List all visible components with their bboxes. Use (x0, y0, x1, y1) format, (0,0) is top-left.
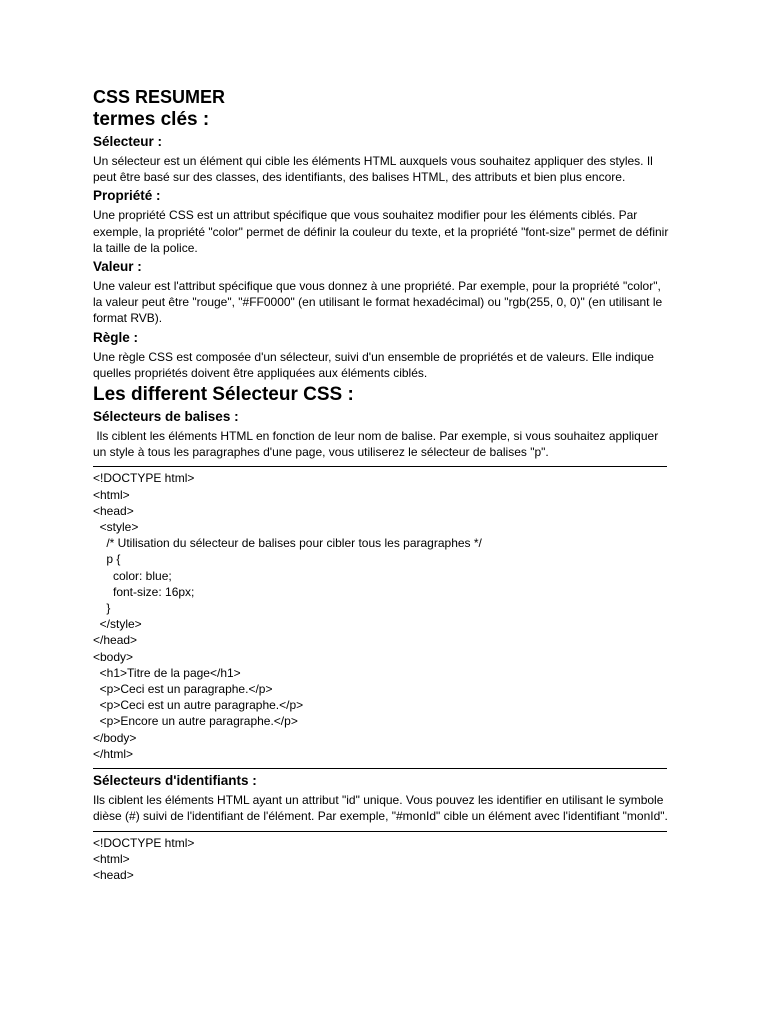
code-line: <style> (93, 520, 139, 535)
id-selectors-heading: Sélecteurs d'identifiants : (93, 773, 257, 789)
term-heading: Valeur : (93, 259, 142, 275)
term-heading: Sélecteur : (93, 134, 163, 149)
term-heading: Propriété : (93, 188, 161, 204)
code-line: <head> (93, 503, 134, 518)
code-line: <p>Ceci est un autre paragraphe.</p> (93, 698, 304, 713)
term-description: Une règle CSS est composée d'un sélecteur, suivi d'un ensemble de propriétés et de valeurs. Elle indique quelles propriétés doivent être appliquées aux éléments ciblés. (93, 349, 654, 380)
document-title: CSS RESUMER (93, 87, 226, 107)
term-propriete (93, 187, 669, 256)
code-line: <html> (93, 487, 130, 502)
code-line: <h1>Titre de la page</h1> (93, 665, 241, 680)
term-regle (93, 329, 669, 381)
code-line: </body> (93, 730, 137, 745)
code-line: <head> (93, 867, 134, 882)
divider (93, 831, 667, 832)
divider (93, 768, 667, 769)
code-line: <!DOCTYPE html> (93, 471, 195, 486)
id-selectors-section (93, 772, 669, 883)
code-line: </html> (93, 746, 134, 761)
code-line: font-size: 16px; (93, 584, 195, 599)
term-description: Une valeur est l'attribut spécifique que vous donnez à une propriété. Par exemple, pour la propriété "color", la valeur peut être "rouge", "#FF0000" (en utilisant le format hexadécimal) ou "rgb(255, 0, 0)" (en utilisant le format RVB). (93, 279, 663, 326)
code-line: } (93, 601, 111, 616)
code-line: </head> (93, 633, 138, 648)
code-line: p { (93, 552, 121, 567)
code-block (93, 835, 669, 884)
term-description: Une propriété CSS est un attribut spécifique que vous souhaitez modifier pour les éléments ciblés. Par exemple, la propriété "color" permet de définir la couleur du texte, et la propriété "font-size" permet de définir la taille de la police. (93, 208, 669, 255)
document-page (93, 86, 669, 883)
selectors-heading: Les different Sélecteur CSS : (93, 384, 354, 406)
code-line: /* Utilisation du sélecteur de balises pour cibler tous les paragraphes */ (93, 536, 482, 551)
term-description: Un sélecteur est un élément qui cible les éléments HTML auxquels vous souhaitez appliquer des styles. Il peut être basé sur des classes, des identifiants, des balises HTML, des attributs et bien plus encore. (93, 154, 653, 185)
code-line: <p>Encore un autre paragraphe.</p> (93, 714, 298, 729)
id-selectors-description: Ils ciblent les éléments HTML ayant un attribut "id" unique. Vous pouvez les identifier en utilisant le symbole dièse (#) suivi de l'identifiant de l'élément. Par exemple, "#monId" cible un élément avec l'identifiant "monId". (93, 793, 668, 824)
code-line: <body> (93, 649, 134, 664)
term-heading: Règle : (93, 329, 139, 345)
code-line: <p>Ceci est un paragraphe.</p> (93, 682, 273, 697)
code-block (93, 470, 669, 762)
tag-selectors-heading: Sélecteurs de balises : (93, 409, 239, 425)
term-valeur (93, 258, 669, 327)
tag-selectors-description: Ils ciblent les éléments HTML en fonction de leur nom de balise. Par exemple, si vous souhaitez appliquer un style à tous les paragraphes d'une page, vous utiliserez le sélecteur de balises "p". (93, 429, 662, 460)
key-terms-heading: termes clés : (93, 109, 210, 130)
divider (93, 466, 667, 467)
code-line: color: blue; (93, 568, 172, 583)
tag-selectors-section (93, 408, 669, 769)
code-line: <!DOCTYPE html> (93, 835, 195, 850)
code-line: </style> (93, 617, 142, 632)
term-selecteur (93, 133, 669, 185)
code-line: <html> (93, 851, 130, 866)
